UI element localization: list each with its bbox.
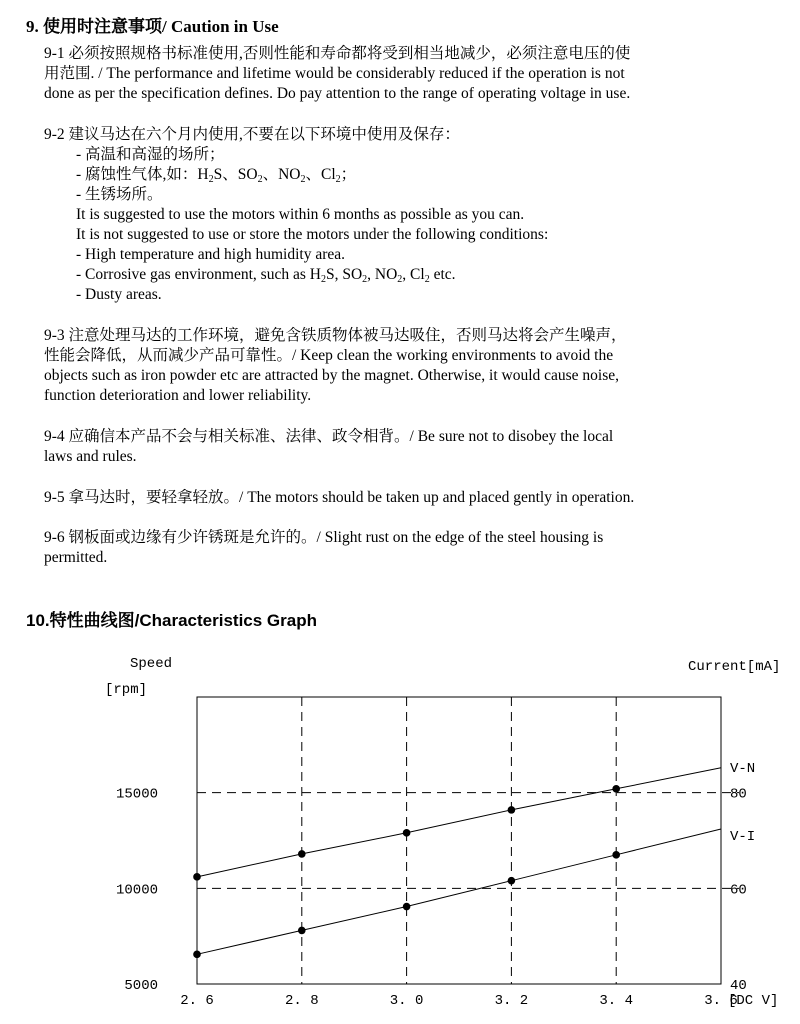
data-point <box>403 829 411 837</box>
x-tick-label: 3. 6 <box>704 993 738 1009</box>
gas-formula: $NO_2$ <box>374 266 403 285</box>
data-point <box>508 806 516 814</box>
chart-points <box>193 785 620 958</box>
caution-9-4 <box>44 427 774 467</box>
text-line: - 高温和高湿的场所； <box>76 146 225 163</box>
text-line: 9-5 拿马达时，要轻拿轻放。/ The motors should be taken up and placed gently in operation. <box>44 489 635 506</box>
y-right-tick-label: 40 <box>730 978 747 994</box>
gas-formula: $SO_2$ <box>237 166 263 185</box>
y-left-tick-label: 5000 <box>124 978 158 994</box>
data-point <box>403 903 411 911</box>
y-left-tick-label: 15000 <box>115 786 158 803</box>
gas-formula: $Cl_2$ <box>410 266 430 285</box>
gas-list-en <box>44 265 774 285</box>
x-tick-label: 3. 2 <box>494 993 529 1009</box>
x-tick-label: 2. 6 <box>180 993 214 1009</box>
text-line: objects such as iron powder etc are attracted by the magnet. Otherwise, it would cause noise, <box>44 367 620 384</box>
gas-formula: $SO_2$ <box>342 266 368 285</box>
text-line: 9-4 应确信本产品不会与相关标准、法律、政令相背。/ Be sure not to disobey the local <box>44 428 614 445</box>
caution-9-1 <box>44 44 774 104</box>
text-line: It is suggested to use the motors within 6 months as possible as you can. <box>76 206 525 223</box>
chart-grid <box>197 697 739 984</box>
data-point <box>193 951 201 959</box>
section-10-title: 10.特性曲线图/Characteristics Graph <box>26 611 317 630</box>
x-tick-label: 3. 0 <box>389 993 424 1009</box>
x-tick-label: 3. 4 <box>599 993 634 1009</box>
text-line: 性能会降低，从而减少产品可靠性。/ Keep clean the working environments to avoid the <box>44 347 614 364</box>
text-line: 9-2 建议马达在六个月内使用,不要在以下环境中使用及保存： <box>44 126 460 143</box>
text-line: 用范围. / The performance and lifetime would be considerably reduced if the operation is not <box>44 65 625 82</box>
text-line: - Dusty areas. <box>76 286 162 303</box>
text-line: It is not suggested to use or store the motors under the following conditions: <box>76 226 549 243</box>
data-point <box>612 785 620 793</box>
characteristics-chart <box>0 640 800 1024</box>
y-right-tick-label: 60 <box>730 882 747 899</box>
text-line: function deterioration and lower reliability. <box>44 387 312 404</box>
y-left-tick-label: 10000 <box>115 882 158 899</box>
series-line-v-i <box>197 829 721 954</box>
text-line: - 生锈场所。 <box>76 186 163 203</box>
data-point <box>612 851 620 859</box>
gas-list-cn <box>44 165 774 185</box>
y-left-axis-unit: [rpm] <box>105 682 148 698</box>
text-line: 9-1 必须按照规格书标准使用,否则性能和寿命都将受到相当地减少，必须注意电压的使 <box>44 45 631 62</box>
text-line: laws and rules. <box>44 448 137 465</box>
series-line-v-n <box>197 768 721 877</box>
gas-formulas-en: $H_2S$, $SO_2$, $NO_2$, $Cl_2$ etc. <box>309 266 456 285</box>
data-point <box>298 850 306 858</box>
plot-frame <box>197 697 721 984</box>
section-9-title: 9. 使用时注意事项/ Caution in Use <box>26 17 279 36</box>
data-point <box>508 877 516 885</box>
caution-9-6 <box>44 528 774 568</box>
gas-formula: $H_2S$ <box>197 166 223 185</box>
gas-formulas-cn: $H_2S$、$SO_2$、$NO_2$、$Cl_2$； <box>197 166 357 185</box>
chart-labels <box>105 656 780 1009</box>
caution-9-3 <box>44 326 774 406</box>
text-line: done as per the specification defines. Do pay attention to the range of operating voltage in use. <box>44 85 631 102</box>
y-right-axis-label: Current[mA] <box>688 659 781 675</box>
data-point <box>298 927 306 935</box>
gas-formula: $Cl_2$ <box>321 166 341 185</box>
gas-formula: $H_2S$ <box>309 266 335 285</box>
y-left-axis-label: Speed <box>130 656 173 672</box>
x-axis-label: [DC V] <box>728 993 779 1009</box>
gas-formula: $NO_2$ <box>278 166 306 185</box>
y-right-tick-label: 80 <box>730 786 747 803</box>
caution-9-2 <box>44 125 774 305</box>
gas-prefix: - Corrosive gas environment, such as <box>76 266 310 283</box>
text-line: 9-6 钢板面或边缘有少许锈斑是允许的。/ Slight rust on the edge of the steel housing is <box>44 529 604 546</box>
text-line: 9-3 注意处理马达的工作环境，避免含铁质物体被马达吸住，否则马达将会产生噪声， <box>44 327 627 344</box>
text-line: - High temperature and high humidity area. <box>76 246 346 263</box>
gas-prefix: - 腐蚀性气体,如： <box>76 166 198 183</box>
chart-series <box>197 768 721 955</box>
text-line: permitted. <box>44 549 108 566</box>
data-point <box>193 873 201 881</box>
series-label: V-I <box>730 829 756 846</box>
series-label: V-N <box>730 760 756 777</box>
x-tick-label: 2. 8 <box>284 993 319 1009</box>
caution-9-5 <box>44 488 774 508</box>
